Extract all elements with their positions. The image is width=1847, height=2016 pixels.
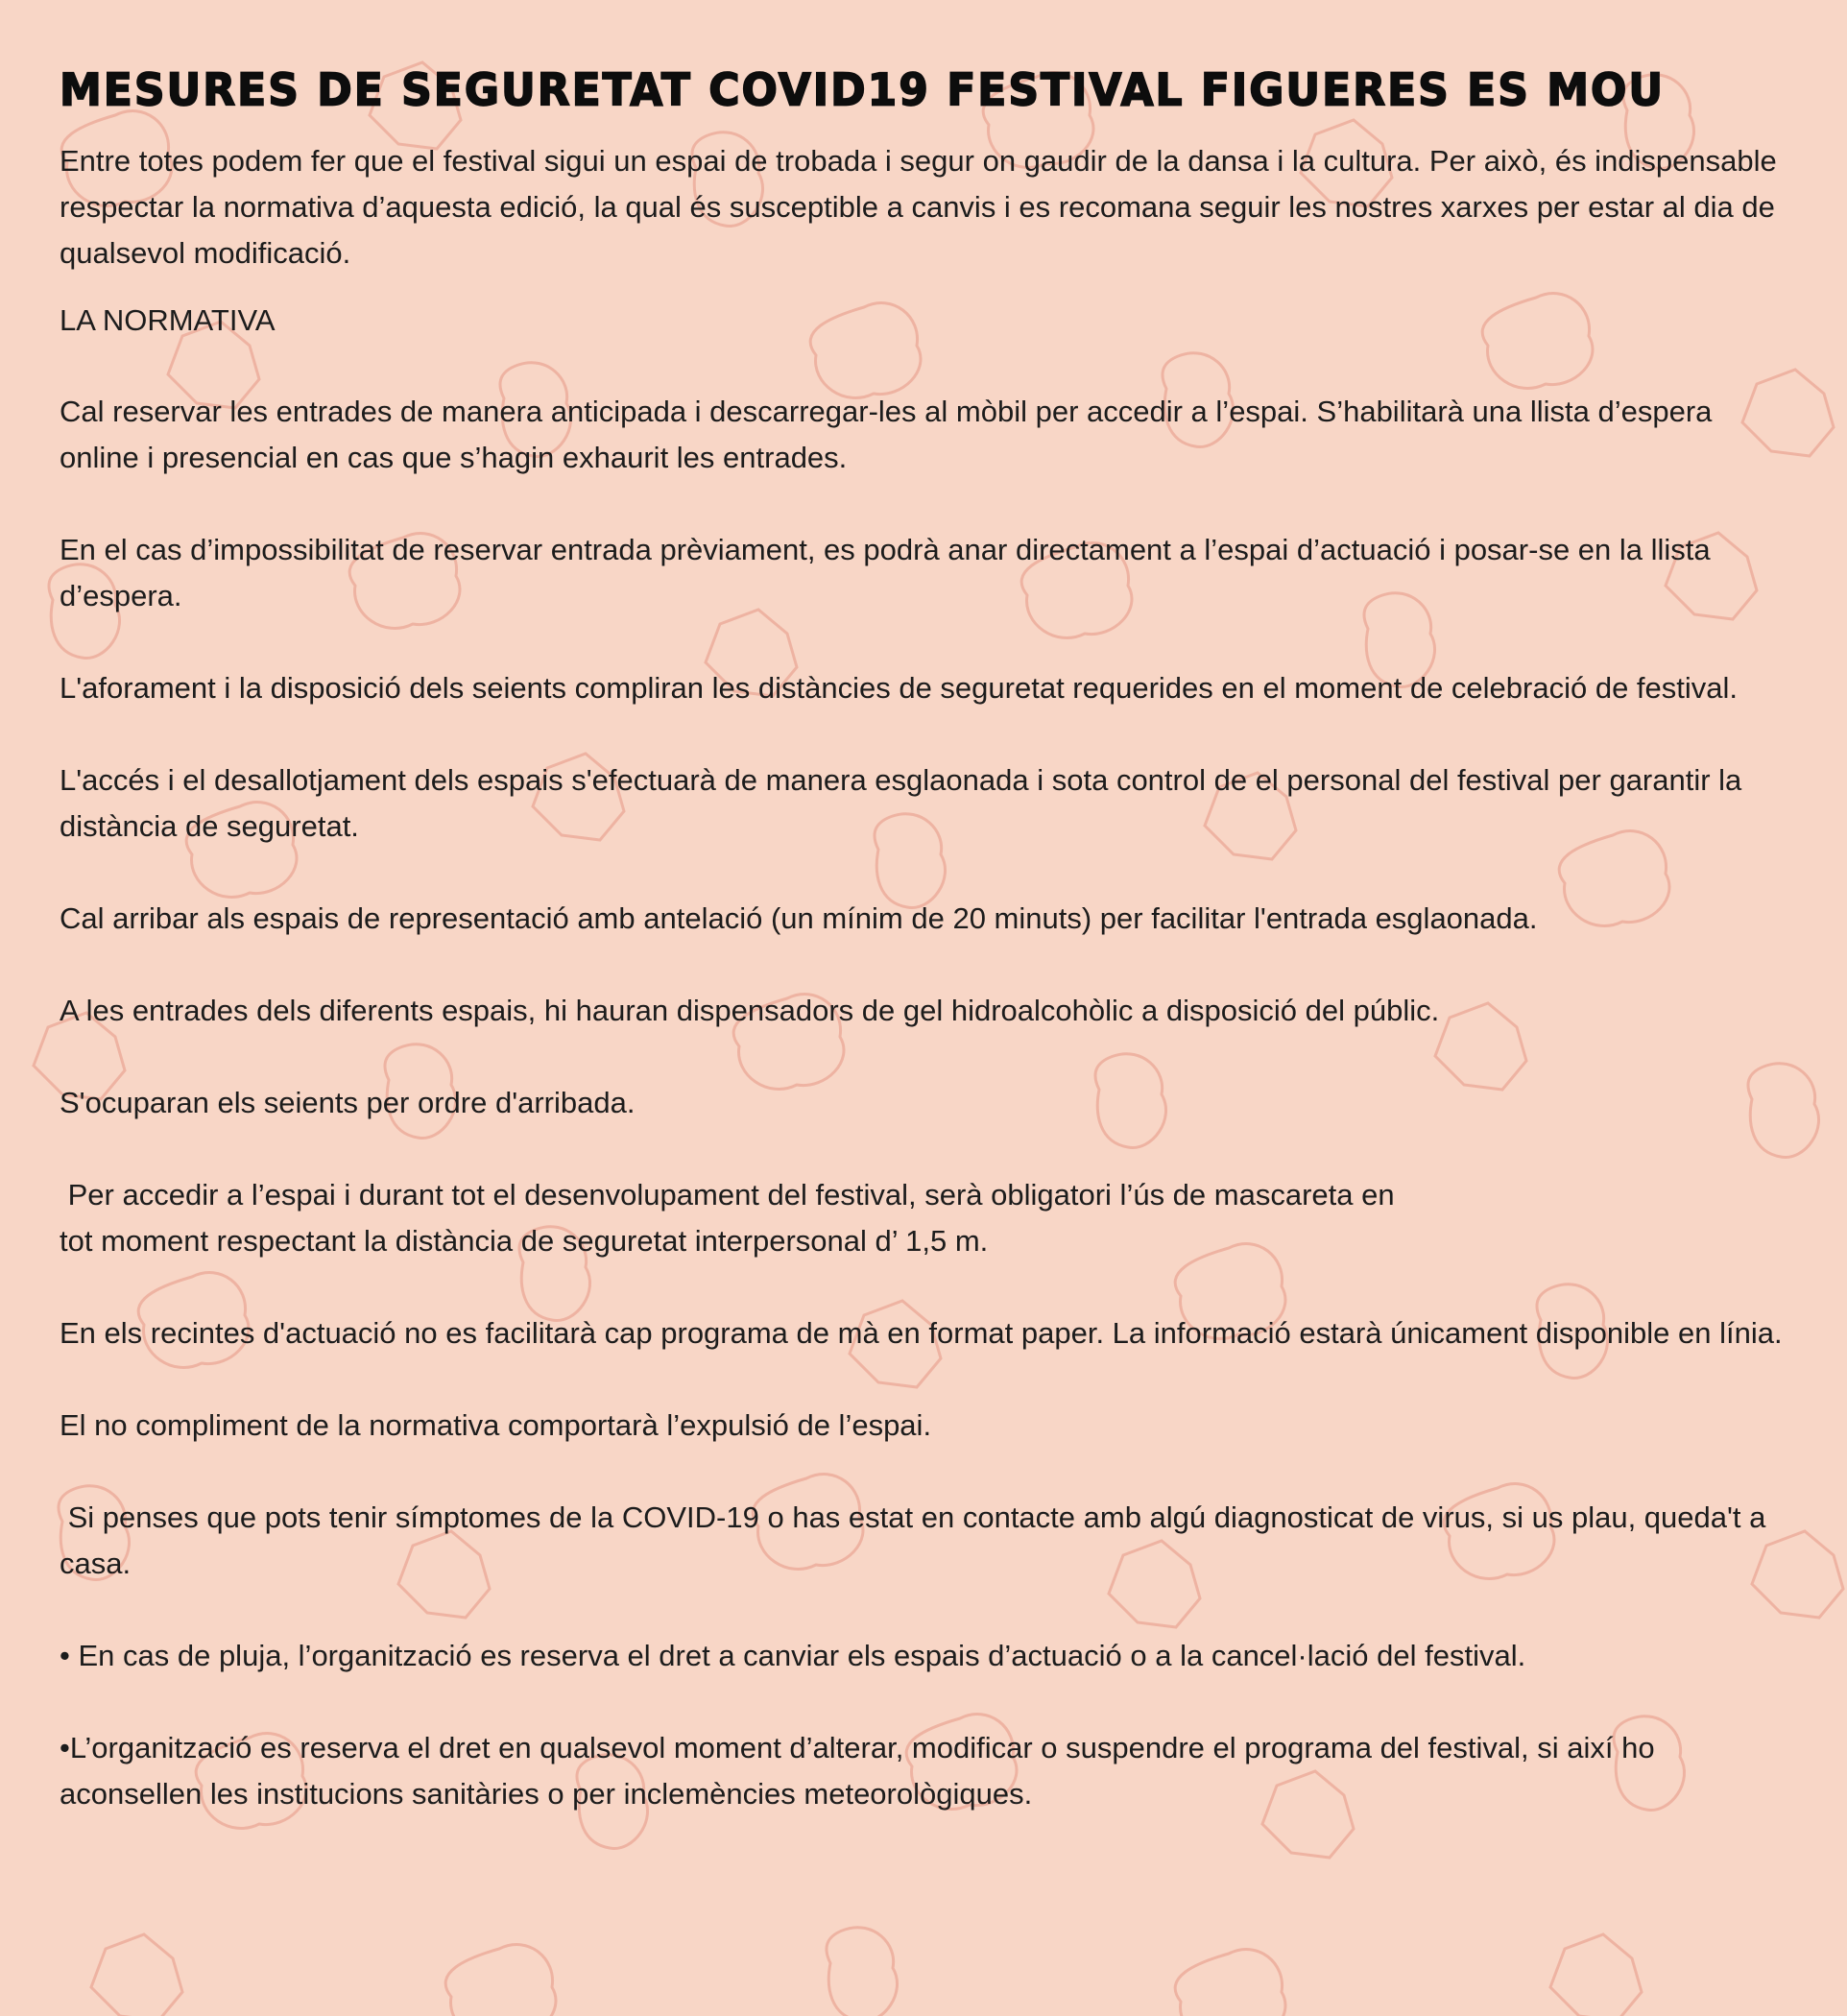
page-title: MESURES DE SEGURETAT COVID19 FESTIVAL FIGUERES ES MOU [60,64,1666,116]
rule-paragraph: L'aforament i la disposició dels seients compliran les distàncies de seguretat requerides en el moment de celebració de festival. [60,671,1739,705]
rule-paragraph: En els recintes d'actuació no es facilitarà cap programa de mà en format paper. La informació estarà únicament disponible en línia. [60,1316,1783,1350]
document-body [60,56,1787,1817]
rule-paragraph: En el cas d’impossibilitat de reservar entrada prèviament, es podrà anar directament a l’espai d’actuació i posar-se en la llista d’espera. [60,533,1711,612]
rule-paragraph: Si penses que pots tenir símptomes de la COVID-19 o has estat en contacte amb algú diagnosticat de virus, si us plau, queda't a casa. [60,1500,1775,1580]
rule-paragraph: S'ocuparan els seients per ordre d'arribada. [60,1086,636,1119]
rule-paragraph: El no compliment de la normativa comportarà l’expulsió de l’espai. [60,1408,932,1442]
rule-bullet: • En cas de pluja, l’organització es reserva el dret a canviar els espais d’actuació o a la cancel·lació del festival. [60,1639,1526,1672]
rule-paragraph-line: Per accedir a l’espai i durant tot el desenvolupament del festival, serà obligatori l’ús de mascareta en [60,1178,1395,1212]
rule-bullet: •L’organització es reserva el dret en qualsevol moment d’alterar, modificar o suspendre el programa del festival, si així ho aconsellen les institucions sanitàries o per inclemències meteorològiques. [60,1731,1655,1811]
rule-paragraph: Cal reservar les entrades de manera anticipada i descarregar-les al mòbil per accedir a l’espai. S’habilitarà una llista d’espera online i presencial en cas que s’hagin exhaurit les entrades. [60,395,1713,474]
rule-paragraph: L'accés i el desallotjament dels espais s'efectuarà de manera esglaonada i sota control de el personal del festival per garantir la distància de seguretat. [60,763,1742,843]
rule-paragraph: A les entrades dels diferents espais, hi hauran dispensadors de gel hidroalcohòlic a disposició del públic. [60,994,1440,1027]
section-heading: LA NORMATIVA [60,303,276,337]
intro-paragraph: Entre totes podem fer que el festival sigui un espai de trobada i segur on gaudir de la dansa i la cultura. Per això, és indispensable respectar la normativa d’aquesta edició, la qual és susceptible a canvis i es recomana seguir les nostres xarxes per estar al dia de qualsevol modificació. [60,144,1777,270]
rule-paragraph: Cal arribar als espais de representació amb antelació (un mínim de 20 minuts) per facilitar l'entrada esglaonada. [60,901,1538,935]
rule-paragraph-line: tot moment respectant la distància de seguretat interpersonal d’ 1,5 m. [60,1224,989,1258]
